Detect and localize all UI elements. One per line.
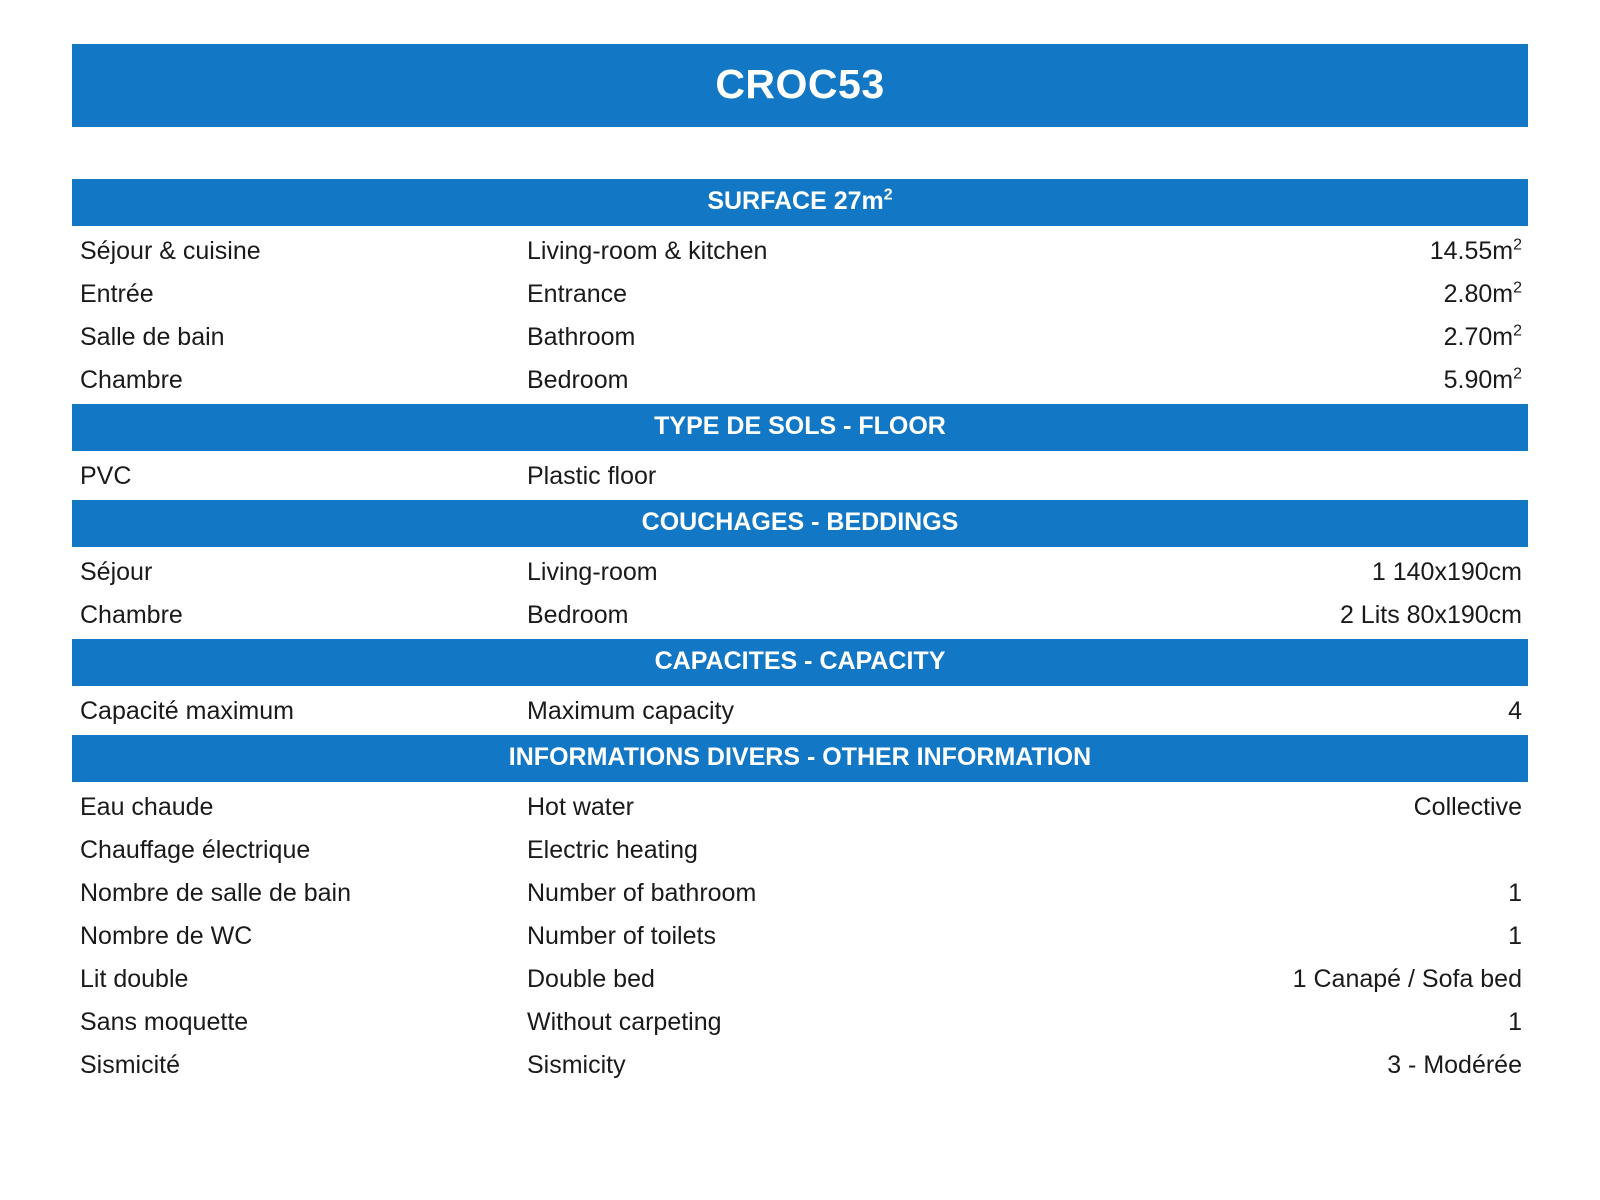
- row-label-en: Bathroom: [527, 323, 636, 351]
- row-label-fr: Nombre de salle de bain: [80, 879, 351, 907]
- row-value-text: 2 Lits 80x190cm: [1339, 601, 1522, 629]
- section-heading: [72, 404, 1528, 451]
- row-label-fr: Sismicité: [80, 1051, 181, 1079]
- row-value-superscript: 2: [1513, 322, 1522, 340]
- section-heading-text: SURFACE 27m: [707, 187, 884, 215]
- row-label-en: Without carpeting: [527, 1008, 722, 1036]
- section: [72, 500, 1528, 639]
- section-heading-text: TYPE DE SOLS - FLOOR: [654, 412, 946, 440]
- table-row: [72, 230, 1528, 273]
- row-label-fr: PVC: [80, 462, 132, 490]
- row-value-text: Collective: [1413, 793, 1522, 821]
- row-value: [1087, 924, 1528, 949]
- row-value-text: 3 - Modérée: [1387, 1051, 1522, 1079]
- row-value: [1087, 365, 1528, 394]
- row-value: [1087, 236, 1528, 265]
- section-rows: [72, 451, 1528, 500]
- table-row: [72, 455, 1528, 498]
- row-value-text: 1: [1508, 879, 1522, 907]
- table-row: [72, 690, 1528, 733]
- row-value-superscript: 2: [1513, 236, 1522, 254]
- section-rows: [72, 782, 1528, 1089]
- row-value-superscript: 2: [1513, 279, 1522, 297]
- row-value: [1087, 279, 1528, 308]
- page-title: [72, 44, 1528, 127]
- section-heading-superscript: 2: [883, 186, 893, 204]
- row-label-en: Electric heating: [527, 836, 698, 864]
- row-label-en: Number of bathroom: [527, 879, 757, 907]
- row-label-fr: Séjour: [80, 558, 153, 586]
- row-value-text: 5.90m: [1443, 366, 1514, 394]
- row-value: [1087, 1053, 1528, 1078]
- row-label-fr: Sans moquette: [80, 1008, 249, 1036]
- row-value-text: 1 140x190cm: [1371, 558, 1522, 586]
- section: [72, 639, 1528, 735]
- row-value-text: 1: [1508, 1008, 1522, 1036]
- table-row: [72, 316, 1528, 359]
- section: [72, 404, 1528, 500]
- section-heading: [72, 179, 1528, 226]
- row-label-en: Bedroom: [527, 366, 629, 394]
- row-label-en: Sismicity: [527, 1051, 626, 1079]
- row-label-fr: Salle de bain: [80, 323, 225, 351]
- row-label-en: Bedroom: [527, 601, 629, 629]
- section-heading: [72, 735, 1528, 782]
- row-label-fr: Séjour & cuisine: [80, 237, 261, 265]
- row-label-en: Maximum capacity: [527, 697, 734, 725]
- row-value-text: 1: [1508, 922, 1522, 950]
- section-rows: [72, 226, 1528, 404]
- row-label-fr: Lit double: [80, 965, 189, 993]
- row-label-fr: Entrée: [80, 280, 154, 308]
- table-row: [72, 786, 1528, 829]
- row-value: [1087, 881, 1528, 906]
- row-label-en: Double bed: [527, 965, 655, 993]
- table-row: [72, 1044, 1528, 1087]
- page-title-text: CROC53: [715, 61, 885, 107]
- row-value: [1087, 699, 1528, 724]
- row-value: [1087, 967, 1528, 992]
- section-heading-text: INFORMATIONS DIVERS - OTHER INFORMATION: [508, 743, 1092, 771]
- row-label-fr: Capacité maximum: [80, 697, 294, 725]
- row-value-text: 1 Canapé / Sofa bed: [1292, 965, 1522, 993]
- row-label-en: Living-room: [527, 558, 658, 586]
- section-rows: [72, 686, 1528, 735]
- row-label-fr: Chambre: [80, 366, 183, 394]
- row-label-en: Number of toilets: [527, 922, 716, 950]
- row-label-en: Living-room & kitchen: [527, 237, 768, 265]
- section-heading-text: COUCHAGES - BEDDINGS: [641, 508, 959, 536]
- row-value-text: 2.70m: [1443, 323, 1514, 351]
- table-row: [72, 1001, 1528, 1044]
- row-label-fr: Eau chaude: [80, 793, 214, 821]
- row-value: [1087, 322, 1528, 351]
- row-value: [1087, 795, 1528, 820]
- row-label-en: Hot water: [527, 793, 634, 821]
- row-label-en: Plastic floor: [527, 462, 657, 490]
- row-value-text: 14.55m: [1429, 237, 1514, 265]
- section-heading-text: CAPACITES - CAPACITY: [654, 647, 946, 675]
- table-row: [72, 872, 1528, 915]
- section: [72, 735, 1528, 1089]
- table-row: [72, 915, 1528, 958]
- row-value-text: 4: [1508, 697, 1522, 725]
- row-value: [1087, 1010, 1528, 1035]
- table-row: [72, 594, 1528, 637]
- table-row: [72, 829, 1528, 872]
- table-row: [72, 359, 1528, 402]
- row-value: [1087, 603, 1528, 628]
- row-label-fr: Nombre de WC: [80, 922, 253, 950]
- table-row: [72, 273, 1528, 316]
- row-value-superscript: 2: [1513, 365, 1522, 383]
- row-label-en: Entrance: [527, 280, 628, 308]
- section-heading: [72, 639, 1528, 686]
- section-heading: [72, 500, 1528, 547]
- section: [72, 179, 1528, 404]
- sections-container: [72, 179, 1528, 1089]
- row-label-fr: Chambre: [80, 601, 183, 629]
- table-row: [72, 958, 1528, 1001]
- section-rows: [72, 547, 1528, 639]
- row-value: [1087, 560, 1528, 585]
- table-row: [72, 551, 1528, 594]
- row-value-text: 2.80m: [1443, 280, 1514, 308]
- row-label-fr: Chauffage électrique: [80, 836, 311, 864]
